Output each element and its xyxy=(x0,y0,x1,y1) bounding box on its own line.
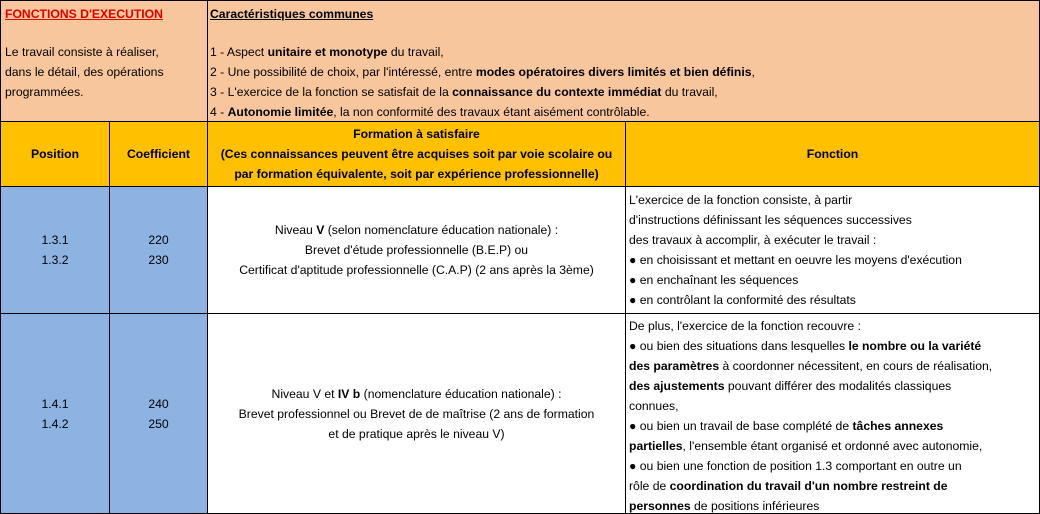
column-header-label: par formation équivalente, soit par expérience professionnelle) xyxy=(234,167,599,181)
formation-cell xyxy=(208,187,626,314)
description-line: Le travail consiste à réaliser, xyxy=(5,45,159,59)
fonction-line: des ajustements pouvant différer des modalités classiques xyxy=(629,379,952,393)
formation-line: Brevet d'étude professionnelle (B.E.P) ou xyxy=(304,243,529,257)
common-item: 3 - L'exercice de la fonction se satisfait de la connaissance du contexte immédiat du travail, xyxy=(210,85,718,99)
fonction-line: d'instructions définissant les séquences successives xyxy=(629,213,912,227)
formation-line: et de pratique après le niveau V) xyxy=(328,426,505,441)
position-cell xyxy=(0,314,110,514)
common-item: 4 - Autonomie limitée, la non conformité des travaux étant aisément contrôlable. xyxy=(210,105,650,119)
common-item: 2 - Une possibilité de choix, par l'intéressé, entre modes opératoires divers limités et bien définis, xyxy=(210,65,755,79)
fonction-line: des travaux à accomplir, à exécuter le travail : xyxy=(629,233,877,247)
fonction-line: De plus, l'exercice de la fonction recouvre : xyxy=(629,319,861,333)
coefficient-value: 230 xyxy=(148,253,169,267)
formation-line: Brevet professionnel ou Brevet de de maîtrise (2 ans de formation xyxy=(238,406,595,421)
formation-line: Niveau V (selon nomenclature éducation nationale) : xyxy=(274,223,559,237)
coefficient-value: 240 xyxy=(148,396,169,411)
fonction-line: des paramètres à coordonner nécessitent, en cours de réalisation, xyxy=(629,359,993,373)
column-header-label: Fonction xyxy=(806,147,859,161)
fonction-bullet: ● ou bien des situations dans lesquelles le nombre ou la variété xyxy=(629,339,982,353)
column-header-position xyxy=(0,122,110,187)
column-header-label: Coefficient xyxy=(127,147,190,161)
description-line: programmées. xyxy=(5,85,84,99)
description-line: dans le détail, des opérations xyxy=(5,65,164,79)
position-value: 1.3.2 xyxy=(41,253,69,267)
fonction-cell xyxy=(626,314,1040,514)
common-title: Caractéristiques communes xyxy=(210,7,374,21)
coefficient-cell xyxy=(110,187,208,314)
fonction-line: personnes de positions inférieures xyxy=(629,499,820,513)
fonction-line: connues, xyxy=(629,399,679,413)
coefficient-value: 220 xyxy=(148,233,169,247)
formation-cell xyxy=(208,314,626,514)
position-value: 1.4.1 xyxy=(41,396,69,411)
position-value: 1.3.1 xyxy=(41,233,69,247)
formation-line: Niveau V et IV b (nomenclature éducation nationale) : xyxy=(271,386,562,401)
common-item: 1 - Aspect unitaire et monotype du travail, xyxy=(210,45,444,59)
fonction-bullet: ● ou bien un travail de base complété de tâches annexes xyxy=(629,419,944,433)
fonction-bullet: ● ou bien une fonction de position 1.3 comportant en outre un xyxy=(629,459,962,473)
column-header-label: (Ces connaissances peuvent être acquises soit par voie scolaire ou xyxy=(220,147,613,161)
common-characteristics-cell xyxy=(208,0,1040,122)
fonction-bullet: ● en enchaînant les séquences xyxy=(629,273,799,287)
coefficient-cell xyxy=(110,314,208,514)
column-header-label: Position xyxy=(30,147,80,161)
position-cell xyxy=(0,187,110,314)
header-title-cell xyxy=(0,0,208,122)
fonction-line: partielles, l'ensemble étant organisé et ordonné avec autonomie, xyxy=(629,439,983,453)
fonction-bullet: ● en contrôlant la conformité des résultats xyxy=(629,293,856,307)
fonction-bullet: ● en choisissant et mettant en oeuvre les moyens d'exécution xyxy=(629,253,962,267)
column-header-coefficient xyxy=(110,122,208,187)
fonction-line: rôle de coordination du travail d'un nombre restreint de xyxy=(629,479,948,493)
column-header-formation xyxy=(208,122,626,187)
section-title: FONCTIONS D'EXECUTION xyxy=(5,7,163,21)
coefficient-value: 250 xyxy=(148,416,169,431)
fonction-cell xyxy=(626,187,1040,314)
fonction-line: L'exercice de la fonction consiste, à partir xyxy=(629,193,853,207)
formation-line: Certificat d'aptitude professionnelle (C.A.P) (2 ans après la 3ème) xyxy=(239,263,594,277)
column-header-fonction xyxy=(626,122,1040,187)
column-header-label: Formation à satisfaire xyxy=(353,127,480,141)
position-value: 1.4.2 xyxy=(41,416,69,431)
